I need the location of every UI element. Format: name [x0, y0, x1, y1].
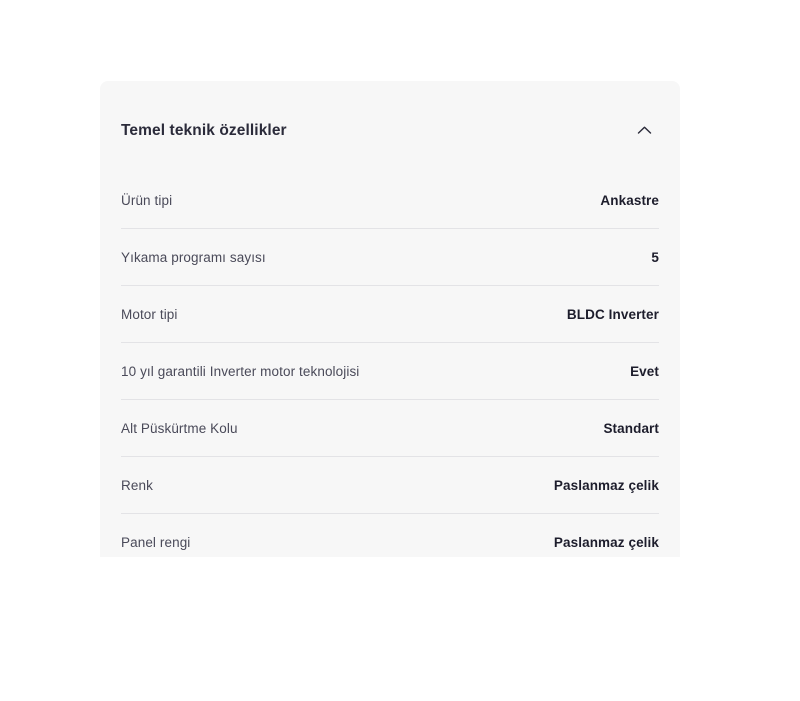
table-row: [121, 514, 659, 557]
spec-label: Yıkama programı sayısı: [121, 249, 266, 265]
table-row: [121, 286, 659, 343]
page-title: Temel teknik özellikler: [121, 121, 287, 139]
spec-label: Alt Püskürtme Kolu: [121, 420, 238, 436]
table-row: [121, 172, 659, 229]
technical-specs-card: [100, 81, 680, 557]
spec-value: Evet: [630, 363, 659, 379]
spec-value: 5: [651, 249, 659, 265]
card-header: [121, 81, 659, 172]
spec-value: Standart: [603, 420, 659, 436]
chevron-up-icon: [636, 122, 653, 139]
spec-label: Motor tipi: [121, 306, 178, 322]
collapse-section-button[interactable]: [629, 116, 659, 146]
spec-label: Renk: [121, 477, 153, 493]
table-row: [121, 400, 659, 457]
spec-value: Paslanmaz çelik: [553, 477, 659, 493]
spec-value: Paslanmaz çelik: [553, 534, 659, 550]
spec-value: BLDC Inverter: [566, 306, 659, 322]
spec-label: 10 yıl garantili Inverter motor teknolojisi: [121, 363, 360, 379]
spec-value: Ankastre: [600, 192, 659, 208]
table-row: [121, 457, 659, 514]
table-row: [121, 229, 659, 286]
spec-label: Ürün tipi: [121, 192, 173, 208]
spec-label: Panel rengi: [121, 534, 191, 550]
table-row: [121, 343, 659, 400]
